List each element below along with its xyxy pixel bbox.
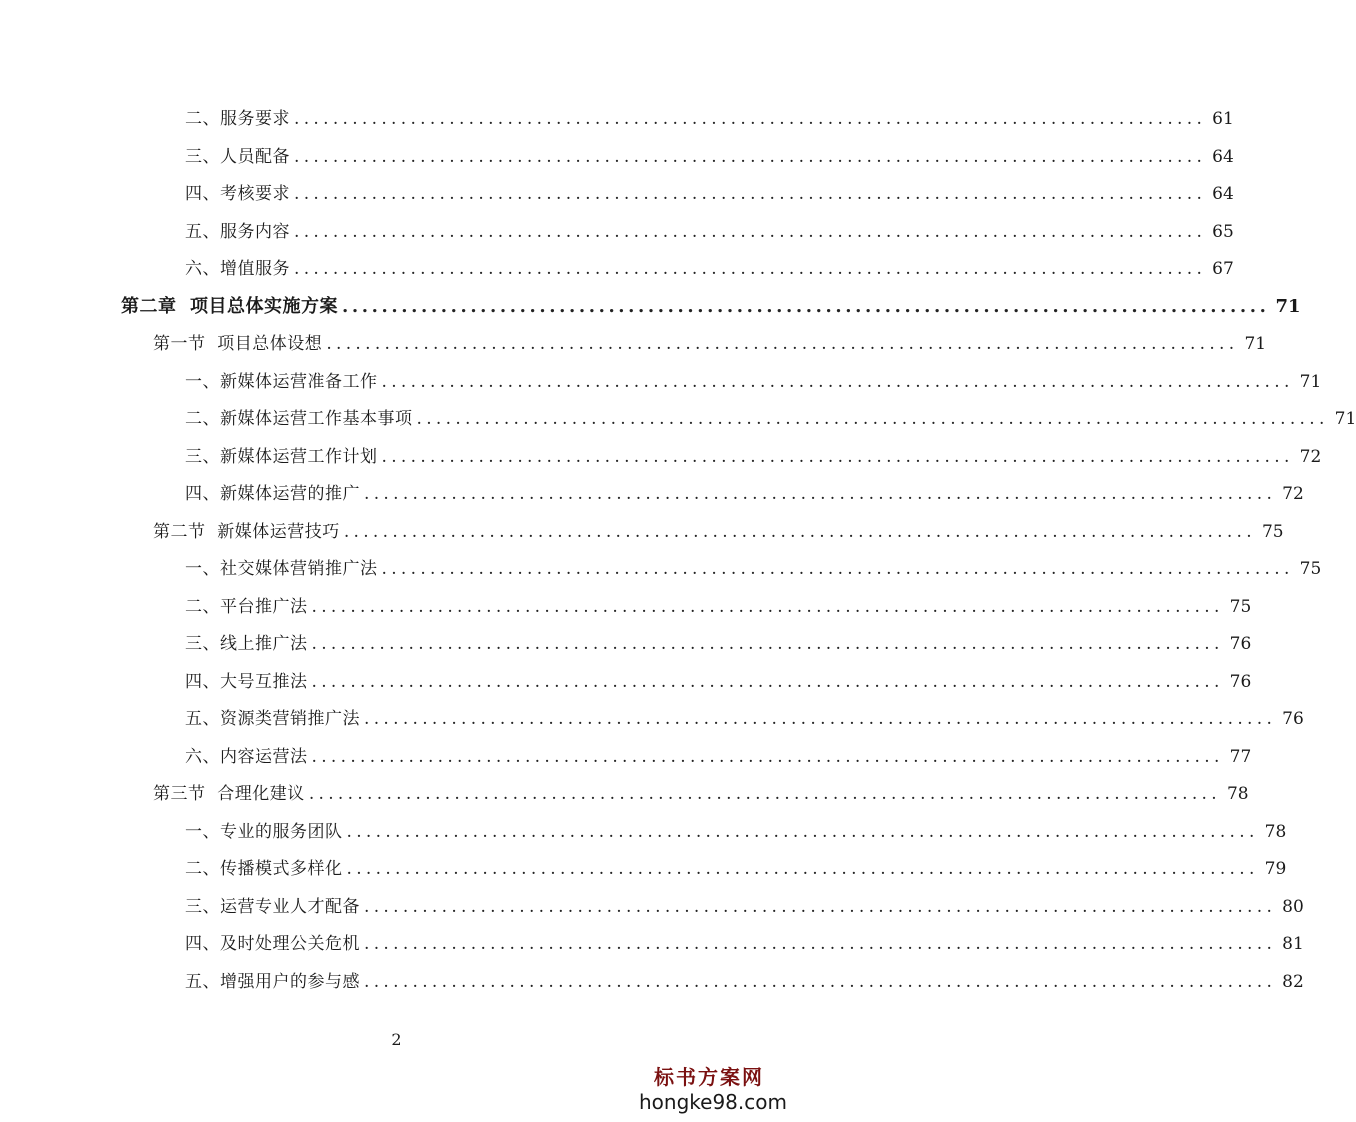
toc-entry-title: 二、服务要求	[185, 109, 290, 129]
toc-entry-page: 75	[1261, 521, 1284, 542]
toc-entry	[185, 556, 1322, 582]
toc-entry	[185, 819, 1287, 845]
toc-entry-page: 64	[1212, 184, 1234, 204]
toc-entry-page: 67	[1212, 259, 1234, 279]
toc-entry-title: 六、增值服务	[185, 259, 290, 279]
toc-dot-leader: ..............................................................................................	[343, 521, 1256, 542]
toc-entry-page: 71	[1244, 334, 1267, 354]
toc-dot-leader: ..............................................................................................	[364, 896, 1277, 917]
toc-entry-page: 71	[1334, 409, 1356, 429]
toc-entry	[185, 931, 1304, 957]
toc-entry-title: 三、线上推广法	[185, 634, 308, 654]
toc-entry-page: 76	[1282, 709, 1304, 729]
toc-entry	[185, 444, 1322, 470]
toc-entry-page: 75	[1229, 596, 1252, 617]
toc-entry-title: 第二章 项目总体实施方案	[121, 295, 339, 317]
toc-entry-title: 五、服务内容	[185, 221, 290, 242]
toc-entry	[153, 331, 1267, 357]
toc-entry-title: 三、新媒体运营工作计划	[185, 446, 378, 467]
toc-entry	[185, 256, 1234, 282]
toc-dot-leader: ..............................................................................................	[311, 746, 1224, 767]
toc-entry-title: 四、大号互推法	[185, 671, 308, 692]
toc-dot-leader: ..............................................................................................	[381, 446, 1294, 467]
toc-dot-leader: ..............................................................................................	[416, 409, 1329, 429]
toc-entry-title: 一、专业的服务团队	[185, 821, 343, 842]
toc-entry-title: 四、考核要求	[185, 184, 290, 204]
toc-dot-leader: ..............................................................................................	[364, 971, 1277, 992]
toc-dot-leader: ..............................................................................................	[346, 821, 1259, 842]
toc-entry-title: 四、新媒体运营的推广	[185, 484, 360, 504]
toc-dot-leader: ..............................................................................................	[294, 259, 1207, 279]
watermark-title: 标书方案网	[654, 1065, 764, 1089]
toc-dot-leader: ..............................................................................................	[364, 484, 1277, 504]
toc-entry-title: 二、传播模式多样化	[185, 859, 343, 879]
toc-entry-page: 76	[1229, 671, 1252, 692]
toc-entry-title: 六、内容运营法	[185, 746, 308, 767]
toc-entry-page: 64	[1212, 146, 1234, 167]
toc-dot-leader: ..............................................................................................	[342, 295, 1270, 317]
watermark-url: hongke98.com	[639, 1090, 787, 1114]
toc-dot-leader: ..............................................................................................	[381, 559, 1294, 579]
toc-dot-leader: ..............................................................................................	[311, 596, 1224, 617]
toc-entry	[185, 369, 1322, 395]
toc-entry-page: 72	[1299, 446, 1322, 467]
toc-entry-page: 61	[1212, 109, 1234, 129]
toc-entry	[185, 969, 1304, 995]
toc-entry-title: 第三节 合理化建议	[153, 784, 305, 804]
toc-entry-page: 65	[1212, 221, 1234, 242]
toc-entry-title: 五、资源类营销推广法	[185, 709, 360, 729]
toc-entry	[185, 106, 1234, 132]
toc-entry	[121, 294, 1301, 320]
toc-entry-title: 三、人员配备	[185, 146, 290, 167]
toc-dot-leader: ..............................................................................................	[294, 146, 1207, 167]
toc-entry	[185, 894, 1304, 920]
toc-entry-page: 75	[1299, 559, 1322, 579]
toc-entry-title: 三、运营专业人才配备	[185, 896, 360, 917]
toc-entry-title: 一、社交媒体营销推广法	[185, 559, 378, 579]
toc-entry-title: 二、新媒体运营工作基本事项	[185, 409, 413, 429]
toc-dot-leader: ..............................................................................................	[311, 634, 1224, 654]
toc-entry-page: 78	[1264, 821, 1287, 842]
toc-entry	[153, 519, 1284, 545]
toc-entry-page: 82	[1282, 971, 1304, 992]
toc-entry-title: 四、及时处理公关危机	[185, 934, 360, 954]
toc-dot-leader: ..............................................................................................	[308, 784, 1221, 804]
toc-entry-page: 81	[1282, 934, 1304, 954]
toc-dot-leader: ..............................................................................................	[311, 671, 1224, 692]
toc-entry	[153, 781, 1249, 807]
toc-entry	[185, 669, 1252, 695]
toc-entry	[185, 481, 1304, 507]
toc-entry-page: 80	[1282, 896, 1304, 917]
toc-entry-title: 五、增强用户的参与感	[185, 971, 360, 992]
toc-dot-leader: ..............................................................................................	[381, 371, 1294, 392]
toc-dot-leader: ..............................................................................................	[294, 109, 1207, 129]
toc-entry-title: 二、平台推广法	[185, 596, 308, 617]
toc-entry	[185, 406, 1356, 432]
toc-entry	[185, 144, 1234, 170]
toc-dot-leader: ..............................................................................................	[294, 221, 1207, 242]
toc-entry-title: 一、新媒体运营准备工作	[185, 371, 378, 392]
toc-entry-page: 71	[1299, 371, 1322, 392]
toc-entry-page: 76	[1229, 634, 1252, 654]
toc-entry-page: 71	[1275, 295, 1301, 317]
toc-entry-page: 79	[1264, 859, 1287, 879]
toc-dot-leader: ..............................................................................................	[364, 934, 1277, 954]
toc-entry	[185, 706, 1304, 732]
watermark-logo	[639, 1064, 787, 1114]
toc-entry-page: 77	[1229, 746, 1252, 767]
toc-entry	[185, 219, 1234, 245]
toc-dot-leader: ..............................................................................................	[294, 184, 1207, 204]
toc-entry	[185, 744, 1252, 770]
toc-entry-title: 第一节 项目总体设想	[153, 334, 323, 354]
toc-entry	[185, 856, 1287, 882]
toc-entry	[185, 631, 1252, 657]
toc-entry-page: 72	[1282, 484, 1304, 504]
toc-dot-leader: ..............................................................................................	[364, 709, 1277, 729]
toc-entry	[185, 594, 1252, 620]
toc-dot-leader: ..............................................................................................	[346, 859, 1259, 879]
toc-entry	[185, 181, 1234, 207]
toc-dot-leader: ..............................................................................................	[326, 334, 1239, 354]
toc-entry-page: 78	[1226, 784, 1249, 804]
toc-entry-title: 第二节 新媒体运营技巧	[153, 521, 340, 542]
page-number: 2	[391, 1030, 402, 1049]
